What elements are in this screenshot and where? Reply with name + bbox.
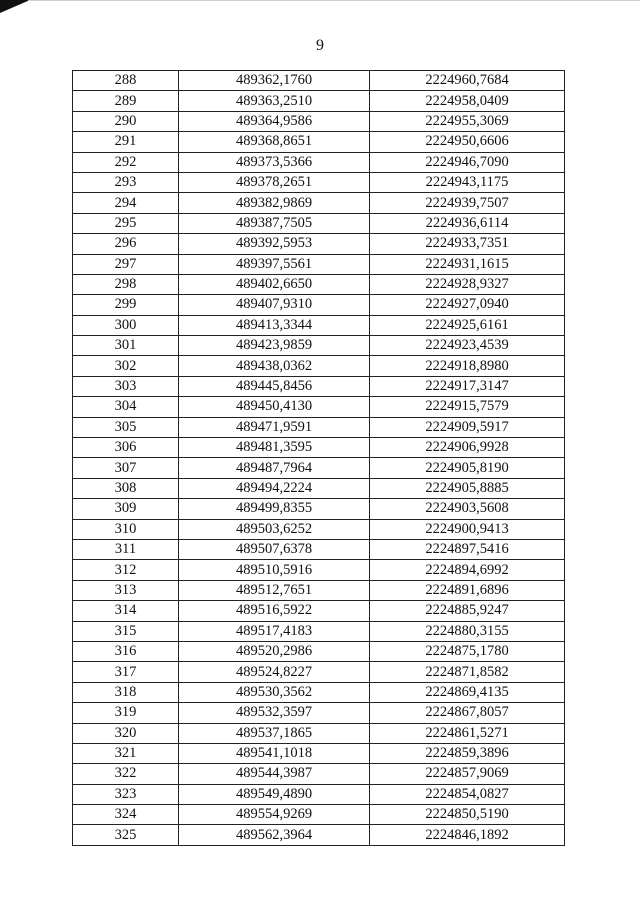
x-coordinate-cell: 489544,3987 xyxy=(179,764,370,784)
table-row xyxy=(73,295,565,315)
table-row xyxy=(73,682,565,702)
y-coordinate-cell: 2224891,6896 xyxy=(370,580,565,600)
table-row xyxy=(73,784,565,804)
point-number-cell: 324 xyxy=(73,805,179,825)
x-coordinate-cell: 489487,7964 xyxy=(179,458,370,478)
x-coordinate-cell: 489392,5953 xyxy=(179,234,370,254)
point-number-cell: 306 xyxy=(73,438,179,458)
x-coordinate-cell: 489562,3964 xyxy=(179,825,370,845)
y-coordinate-cell: 2224869,4135 xyxy=(370,682,565,702)
point-number-cell: 296 xyxy=(73,234,179,254)
table-row xyxy=(73,478,565,498)
point-number-cell: 297 xyxy=(73,254,179,274)
table-row xyxy=(73,458,565,478)
point-number-cell: 293 xyxy=(73,172,179,192)
x-coordinate-cell: 489517,4183 xyxy=(179,621,370,641)
x-coordinate-cell: 489368,8651 xyxy=(179,132,370,152)
y-coordinate-cell: 2224905,8190 xyxy=(370,458,565,478)
x-coordinate-cell: 489530,3562 xyxy=(179,682,370,702)
point-number-cell: 289 xyxy=(73,91,179,111)
table-row xyxy=(73,234,565,254)
point-number-cell: 325 xyxy=(73,825,179,845)
x-coordinate-cell: 489397,5561 xyxy=(179,254,370,274)
y-coordinate-cell: 2224918,8980 xyxy=(370,356,565,376)
y-coordinate-cell: 2224885,9247 xyxy=(370,601,565,621)
point-number-cell: 295 xyxy=(73,213,179,233)
table-row xyxy=(73,193,565,213)
point-number-cell: 290 xyxy=(73,111,179,131)
point-number-cell: 309 xyxy=(73,499,179,519)
point-number-cell: 308 xyxy=(73,478,179,498)
y-coordinate-cell: 2224950,6606 xyxy=(370,132,565,152)
table-row xyxy=(73,601,565,621)
table-row xyxy=(73,825,565,845)
x-coordinate-cell: 489362,1760 xyxy=(179,71,370,91)
page-top-edge xyxy=(28,0,640,1)
point-number-cell: 322 xyxy=(73,764,179,784)
y-coordinate-cell: 2224875,1780 xyxy=(370,641,565,661)
table-row xyxy=(73,91,565,111)
table-row xyxy=(73,254,565,274)
x-coordinate-cell: 489438,0362 xyxy=(179,356,370,376)
y-coordinate-cell: 2224915,7579 xyxy=(370,397,565,417)
y-coordinate-cell: 2224943,1175 xyxy=(370,172,565,192)
point-number-cell: 301 xyxy=(73,336,179,356)
table-row xyxy=(73,356,565,376)
point-number-cell: 320 xyxy=(73,723,179,743)
point-number-cell: 315 xyxy=(73,621,179,641)
point-number-cell: 310 xyxy=(73,519,179,539)
point-number-cell: 305 xyxy=(73,417,179,437)
y-coordinate-cell: 2224846,1892 xyxy=(370,825,565,845)
x-coordinate-cell: 489532,3597 xyxy=(179,703,370,723)
table-row xyxy=(73,560,565,580)
x-coordinate-cell: 489373,5366 xyxy=(179,152,370,172)
y-coordinate-cell: 2224861,5271 xyxy=(370,723,565,743)
x-coordinate-cell: 489507,6378 xyxy=(179,539,370,559)
table-row xyxy=(73,438,565,458)
table-row xyxy=(73,111,565,131)
x-coordinate-cell: 489516,5922 xyxy=(179,601,370,621)
table-row xyxy=(73,539,565,559)
table-row xyxy=(73,621,565,641)
point-number-cell: 313 xyxy=(73,580,179,600)
y-coordinate-cell: 2224946,7090 xyxy=(370,152,565,172)
table-row xyxy=(73,662,565,682)
point-number-cell: 304 xyxy=(73,397,179,417)
y-coordinate-cell: 2224900,9413 xyxy=(370,519,565,539)
x-coordinate-cell: 489494,2224 xyxy=(179,478,370,498)
x-coordinate-cell: 489512,7651 xyxy=(179,580,370,600)
y-coordinate-cell: 2224867,8057 xyxy=(370,703,565,723)
x-coordinate-cell: 489520,2986 xyxy=(179,641,370,661)
y-coordinate-cell: 2224850,5190 xyxy=(370,805,565,825)
point-number-cell: 292 xyxy=(73,152,179,172)
table-row xyxy=(73,274,565,294)
y-coordinate-cell: 2224903,5608 xyxy=(370,499,565,519)
point-number-cell: 288 xyxy=(73,71,179,91)
table-row xyxy=(73,743,565,763)
point-number-cell: 311 xyxy=(73,539,179,559)
y-coordinate-cell: 2224933,7351 xyxy=(370,234,565,254)
y-coordinate-cell: 2224955,3069 xyxy=(370,111,565,131)
table-row xyxy=(73,336,565,356)
coordinates-table xyxy=(72,70,565,846)
table-row xyxy=(73,152,565,172)
y-coordinate-cell: 2224917,3147 xyxy=(370,376,565,396)
point-number-cell: 317 xyxy=(73,662,179,682)
x-coordinate-cell: 489499,8355 xyxy=(179,499,370,519)
y-coordinate-cell: 2224854,0827 xyxy=(370,784,565,804)
y-coordinate-cell: 2224897,5416 xyxy=(370,539,565,559)
table-row xyxy=(73,703,565,723)
x-coordinate-cell: 489549,4890 xyxy=(179,784,370,804)
point-number-cell: 323 xyxy=(73,784,179,804)
x-coordinate-cell: 489363,2510 xyxy=(179,91,370,111)
table-row xyxy=(73,641,565,661)
y-coordinate-cell: 2224871,8582 xyxy=(370,662,565,682)
y-coordinate-cell: 2224859,3896 xyxy=(370,743,565,763)
y-coordinate-cell: 2224925,6161 xyxy=(370,315,565,335)
y-coordinate-cell: 2224960,7684 xyxy=(370,71,565,91)
point-number-cell: 299 xyxy=(73,295,179,315)
y-coordinate-cell: 2224909,5917 xyxy=(370,417,565,437)
table-row xyxy=(73,499,565,519)
point-number-cell: 316 xyxy=(73,641,179,661)
x-coordinate-cell: 489413,3344 xyxy=(179,315,370,335)
x-coordinate-cell: 489541,1018 xyxy=(179,743,370,763)
x-coordinate-cell: 489445,8456 xyxy=(179,376,370,396)
scan-corner-mark xyxy=(0,0,30,14)
x-coordinate-cell: 489378,2651 xyxy=(179,172,370,192)
point-number-cell: 321 xyxy=(73,743,179,763)
y-coordinate-cell: 2224936,6114 xyxy=(370,213,565,233)
x-coordinate-cell: 489503,6252 xyxy=(179,519,370,539)
point-number-cell: 302 xyxy=(73,356,179,376)
page-number: 9 xyxy=(316,37,324,54)
x-coordinate-cell: 489524,8227 xyxy=(179,662,370,682)
y-coordinate-cell: 2224931,1615 xyxy=(370,254,565,274)
point-number-cell: 314 xyxy=(73,601,179,621)
y-coordinate-cell: 2224928,9327 xyxy=(370,274,565,294)
coordinates-table-body xyxy=(73,71,565,846)
x-coordinate-cell: 489510,5916 xyxy=(179,560,370,580)
y-coordinate-cell: 2224905,8885 xyxy=(370,478,565,498)
point-number-cell: 291 xyxy=(73,132,179,152)
x-coordinate-cell: 489537,1865 xyxy=(179,723,370,743)
point-number-cell: 294 xyxy=(73,193,179,213)
y-coordinate-cell: 2224939,7507 xyxy=(370,193,565,213)
x-coordinate-cell: 489481,3595 xyxy=(179,438,370,458)
table-row xyxy=(73,213,565,233)
table-row xyxy=(73,172,565,192)
table-row xyxy=(73,764,565,784)
table-row xyxy=(73,723,565,743)
x-coordinate-cell: 489382,9869 xyxy=(179,193,370,213)
table-row xyxy=(73,805,565,825)
table-row xyxy=(73,71,565,91)
y-coordinate-cell: 2224927,0940 xyxy=(370,295,565,315)
y-coordinate-cell: 2224880,3155 xyxy=(370,621,565,641)
table-row xyxy=(73,397,565,417)
x-coordinate-cell: 489450,4130 xyxy=(179,397,370,417)
table-row xyxy=(73,132,565,152)
table-row xyxy=(73,580,565,600)
x-coordinate-cell: 489402,6650 xyxy=(179,274,370,294)
x-coordinate-cell: 489407,9310 xyxy=(179,295,370,315)
point-number-cell: 307 xyxy=(73,458,179,478)
x-coordinate-cell: 489471,9591 xyxy=(179,417,370,437)
y-coordinate-cell: 2224958,0409 xyxy=(370,91,565,111)
point-number-cell: 319 xyxy=(73,703,179,723)
y-coordinate-cell: 2224906,9928 xyxy=(370,438,565,458)
table-row xyxy=(73,376,565,396)
table-row xyxy=(73,417,565,437)
x-coordinate-cell: 489423,9859 xyxy=(179,336,370,356)
point-number-cell: 303 xyxy=(73,376,179,396)
x-coordinate-cell: 489554,9269 xyxy=(179,805,370,825)
x-coordinate-cell: 489364,9586 xyxy=(179,111,370,131)
point-number-cell: 312 xyxy=(73,560,179,580)
y-coordinate-cell: 2224857,9069 xyxy=(370,764,565,784)
table-row xyxy=(73,315,565,335)
point-number-cell: 318 xyxy=(73,682,179,702)
y-coordinate-cell: 2224894,6992 xyxy=(370,560,565,580)
point-number-cell: 298 xyxy=(73,274,179,294)
x-coordinate-cell: 489387,7505 xyxy=(179,213,370,233)
point-number-cell: 300 xyxy=(73,315,179,335)
table-row xyxy=(73,519,565,539)
y-coordinate-cell: 2224923,4539 xyxy=(370,336,565,356)
